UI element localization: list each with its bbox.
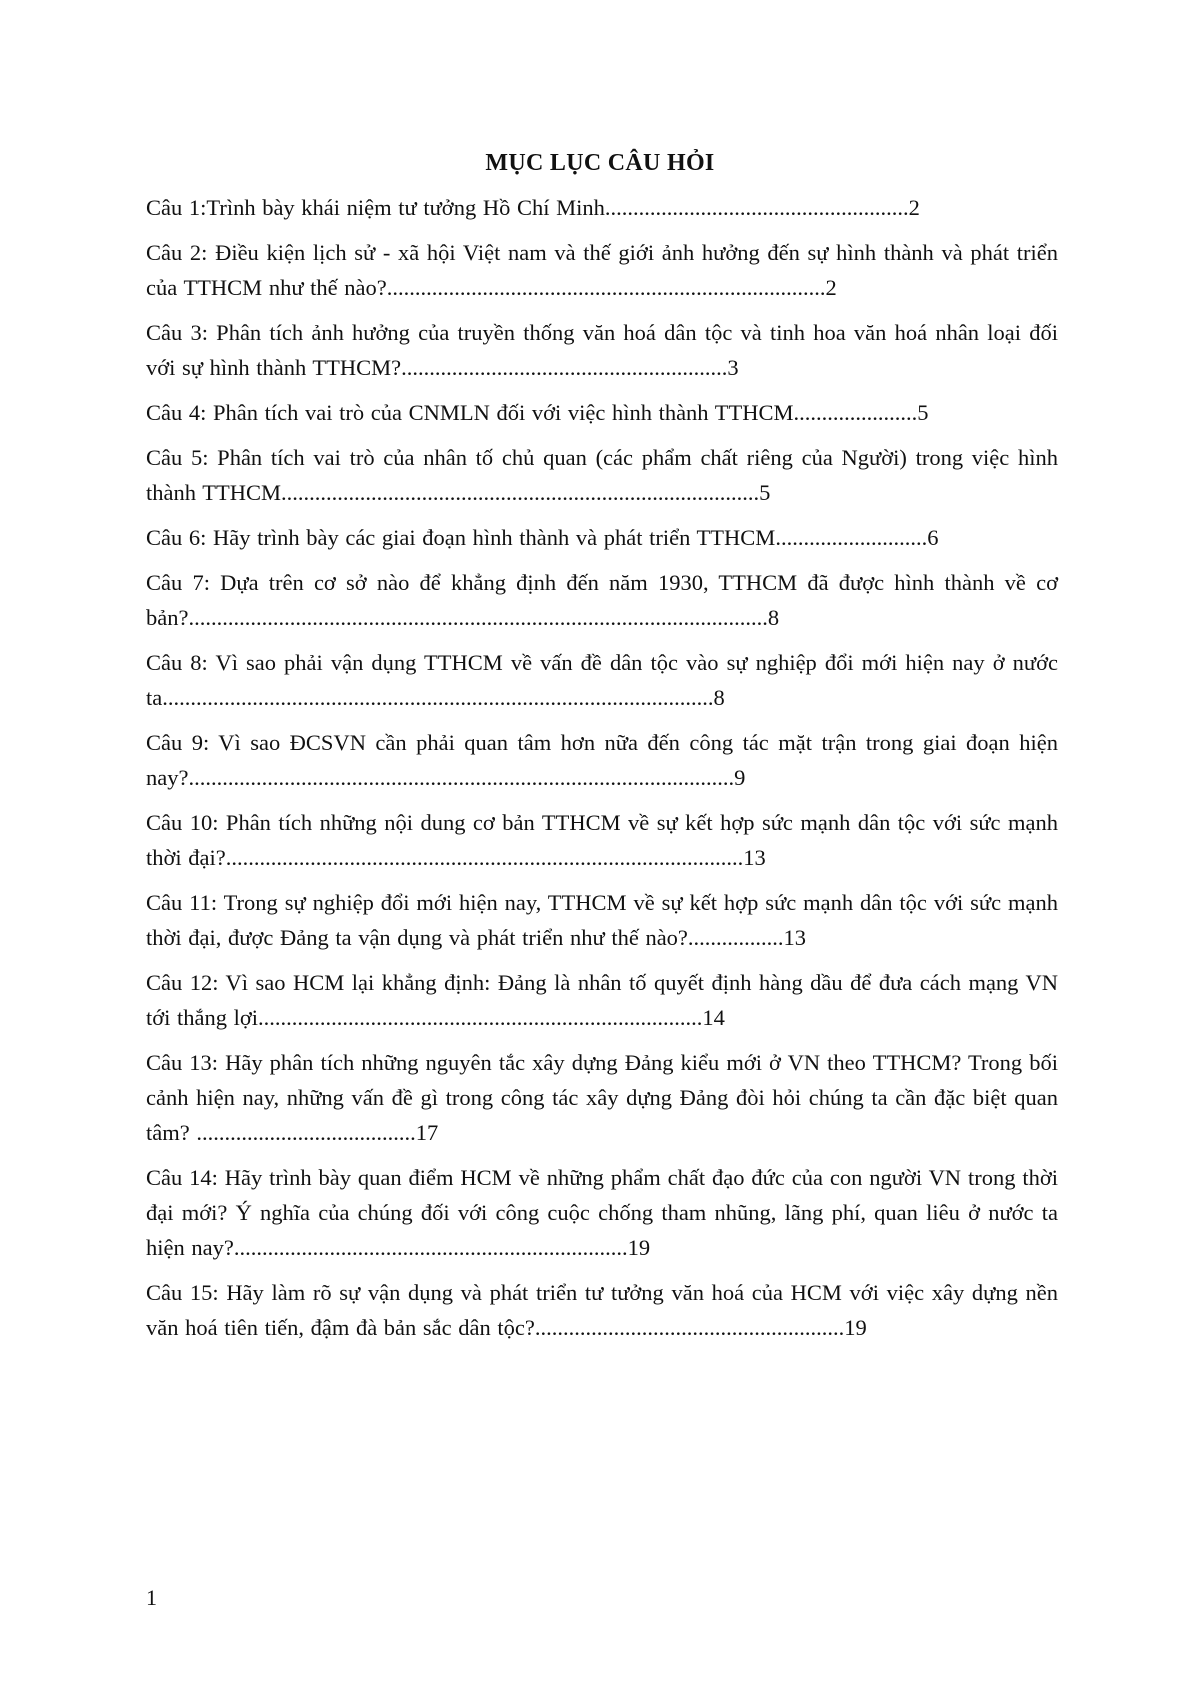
toc-leader-dots: ...................................................................... [233,1235,628,1260]
toc-leader-dots: ...................... [793,400,918,425]
toc-page-ref: 6 [927,525,939,550]
toc-leader-dots: ............................................................................................ [225,845,744,870]
toc-entry[interactable] [146,1045,1058,1150]
toc-page-ref: 5 [759,480,771,505]
toc-page-ref: 13 [743,845,766,870]
toc-entry-text: Câu 9: Vì sao ĐCSVN cần phải quan tâm hơn nữa đến công tác mặt trận trong giai đoạn hiện nay? [146,730,1058,790]
toc-list [146,190,1058,1355]
toc-entry[interactable] [146,315,1058,385]
toc-entry-text: Câu 2: Điều kiện lịch sử - xã hội Việt nam và thế giới ảnh hưởng đến sự hình thành và phát triển của TTHCM như thế nào? [146,240,1058,300]
toc-entry[interactable] [146,885,1058,955]
toc-entry[interactable] [146,1275,1058,1345]
toc-leader-dots: ..................................................................................... [280,480,760,505]
toc-entry-text: Câu 5: Phân tích vai trò của nhân tố chủ quan (các phẩm chất riêng của Người) trong việc hình thành TTHCM [146,445,1058,505]
toc-leader-dots: ....................................................................................................... [188,605,768,630]
toc-entry[interactable] [146,965,1058,1035]
toc-page-ref: 19 [844,1315,867,1340]
toc-entry[interactable] [146,565,1058,635]
toc-page-ref: 2 [908,195,920,220]
toc-entry-text: Câu 1:Trình bày khái niệm tư tưởng Hồ Chí Minh [146,195,605,220]
toc-entry-text: Câu 7: Dựa trên cơ sở nào để khẳng định đến năm 1930, TTHCM đã được hình thành về cơ bản? [146,570,1058,630]
toc-title: MỤC LỤC CÂU HỎI [485,150,715,176]
toc-page-ref: 14 [702,1005,725,1030]
toc-page-ref: 8 [767,605,780,630]
toc-entry-text: Câu 11: Trong sự nghiệp đổi mới hiện nay, TTHCM về sự kết hợp sức mạnh dân tộc với sức mạnh thời đại, được Đảng ta vận dụng và phát triển như thế nào? [146,890,1058,950]
toc-entry[interactable] [146,440,1058,510]
toc-entry[interactable] [146,190,1058,225]
toc-entry-text: Câu 6: Hãy trình bày các giai đoạn hình thành và phát triển TTHCM [146,525,776,550]
toc-leader-dots: ...................................................... [604,195,909,220]
toc-page-ref: 5 [917,400,929,425]
toc-page-ref: 13 [783,925,807,950]
toc-leader-dots: ........................... [775,525,928,550]
toc-entry-text: Câu 12: Vì sao HCM lại khẳng định: Đảng là nhân tố quyết định hàng dầu để đưa cách mạng VN tới thắng lợi [146,970,1058,1030]
toc-entry[interactable] [146,520,1058,555]
toc-leader-dots: ................. [687,925,784,950]
toc-entry-text: Câu 14: Hãy trình bày quan điểm HCM về những phẩm chất đạo đức của con người VN trong thời đại mới? Ý nghĩa của chúng đối với công cuộc chống tham nhũng, lãng phí, quan liêu ở nước ta hiện nay? [146,1165,1058,1260]
toc-page-ref: 19 [627,1235,651,1260]
toc-entry[interactable] [146,725,1058,795]
toc-page-ref: 3 [727,355,739,380]
toc-entry-text: Câu 4: Phân tích vai trò của CNMLN đối với việc hình thành TTHCM [146,400,794,425]
toc-entry-text: Câu 10: Phân tích những nội dung cơ bản TTHCM về sự kết hợp sức mạnh dân tộc với sức mạnh thời đại? [146,810,1058,870]
toc-leader-dots: .............................................................................. [386,275,826,300]
toc-page-ref: 8 [713,685,725,710]
page-number: 1 [146,1585,157,1610]
toc-leader-dots: ....................................... [196,1120,416,1145]
toc-entry[interactable] [146,1160,1058,1265]
toc-entry-text: Câu 3: Phân tích ảnh hưởng của truyền thống văn hoá dân tộc và tinh hoa văn hoá nhân loại đối với sự hình thành TTHCM? [146,320,1058,380]
toc-leader-dots: ................................................................................................. [188,765,735,790]
toc-entry[interactable] [146,395,1058,430]
toc-page-ref: 17 [415,1120,439,1145]
toc-entry[interactable] [146,645,1058,715]
toc-entry-text: Câu 13: Hãy phân tích những nguyên tắc xây dựng Đảng kiểu mới ở VN theo TTHCM? Trong bối cảnh hiện nay, những vấn đề gì trong công tác xây dựng Đảng đòi hỏi chúng ta cần đặc biệt quan tâm? [146,1050,1058,1145]
toc-leader-dots: .......................................................... [401,355,728,380]
toc-entry-text: Câu 15: Hãy làm rõ sự vận dụng và phát triển tư tưởng văn hoá của HCM với việc xây dựng nền văn hoá tiên tiến, đậm đà bản sắc dân tộc? [146,1280,1058,1340]
toc-leader-dots: .................................................................................................. [162,685,714,710]
toc-page-ref: 2 [825,275,837,300]
toc-leader-dots: ....................................................... [534,1315,845,1340]
toc-entry[interactable] [146,235,1058,305]
toc-entry-text: Câu 8: Vì sao phải vận dụng TTHCM về vấn đề dân tộc vào sự nghiệp đổi mới hiện nay ở nước ta [146,650,1058,710]
toc-entry[interactable] [146,805,1058,875]
toc-leader-dots: ............................................................................... [258,1005,703,1030]
toc-page-ref: 9 [734,765,746,790]
